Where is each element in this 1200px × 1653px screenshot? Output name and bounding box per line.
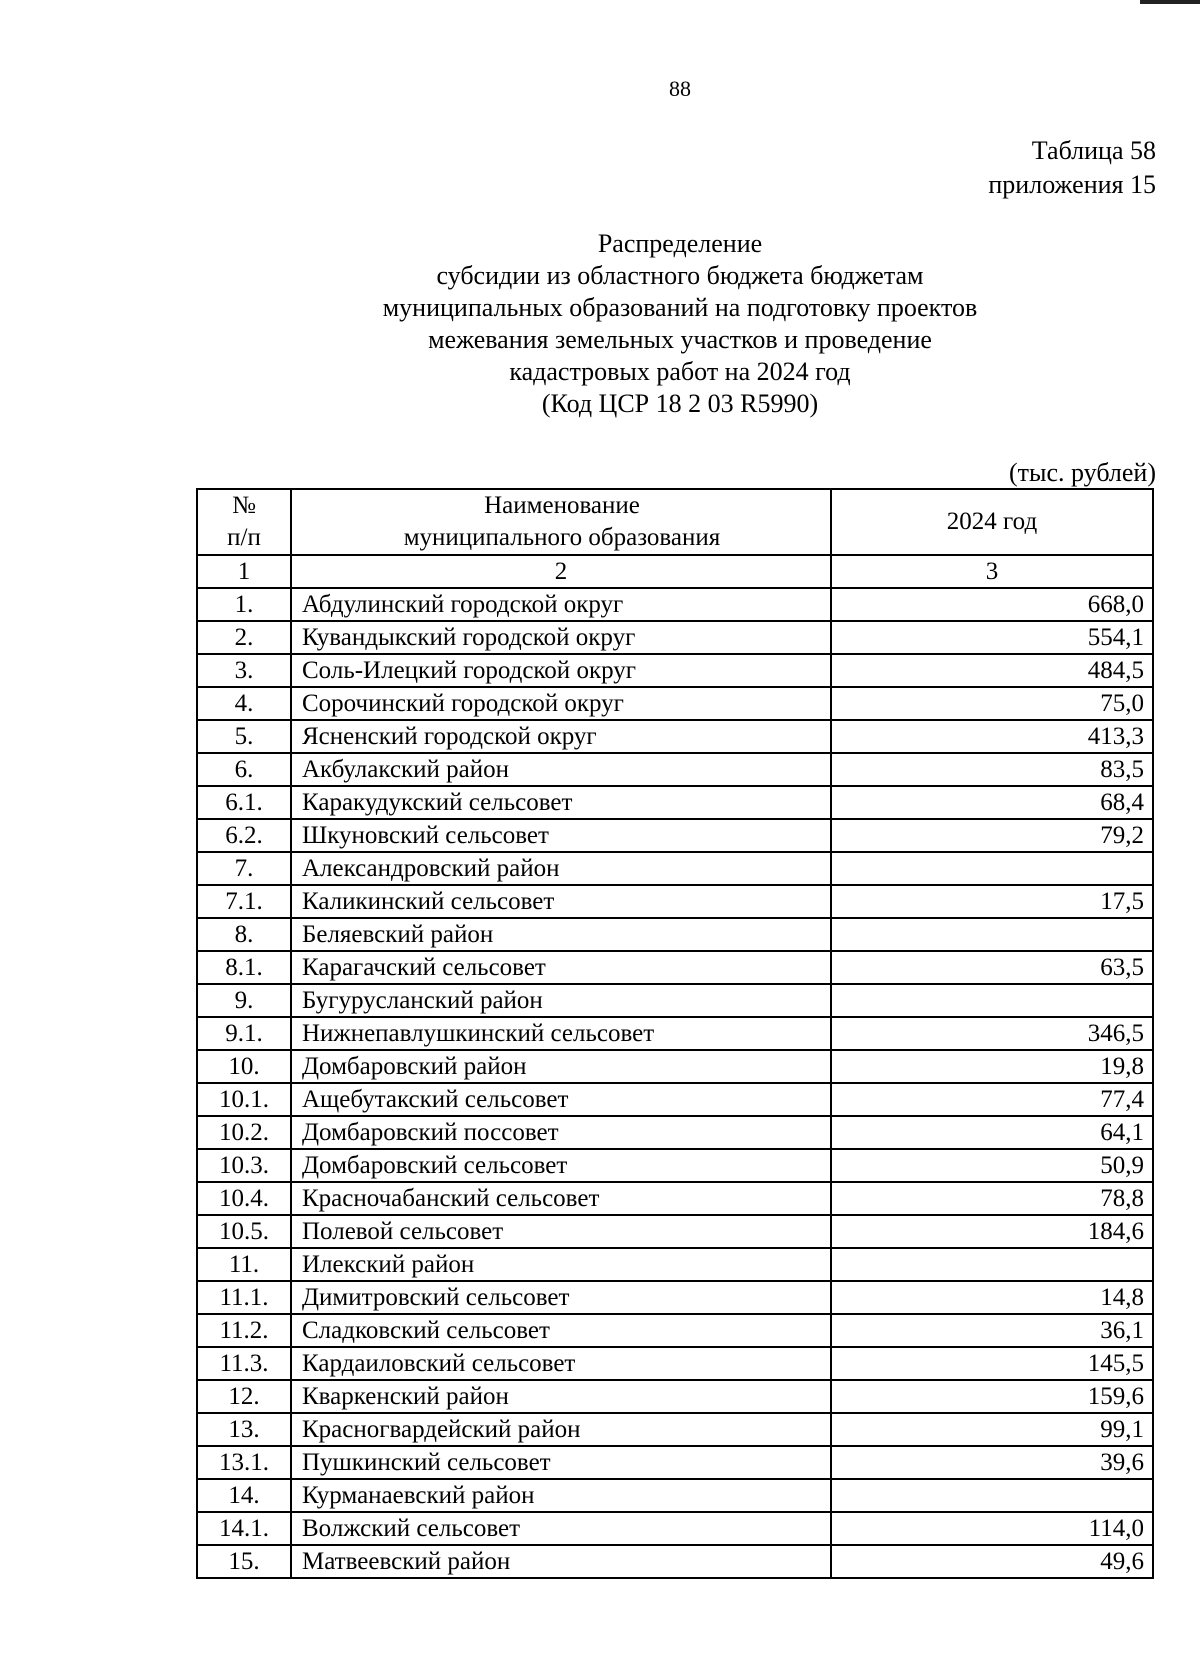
row-value	[831, 1479, 1153, 1512]
title-line: субсидии из областного бюджета бюджетам	[436, 261, 924, 290]
row-value: 50,9	[831, 1149, 1153, 1182]
row-value	[831, 1248, 1153, 1281]
row-number: 6.1.	[197, 786, 291, 819]
row-name: Кувандыкский городской округ	[291, 621, 831, 654]
row-number: 11.	[197, 1248, 291, 1281]
header-year: 2024 год	[831, 489, 1153, 555]
row-number: 3.	[197, 654, 291, 687]
row-name: Курманаевский район	[291, 1479, 831, 1512]
row-name: Ясненский городской округ	[291, 720, 831, 753]
row-name: Нижнепавлушкинский сельсовет	[291, 1017, 831, 1050]
table-row	[197, 621, 1153, 654]
row-number: 4.	[197, 687, 291, 720]
table-row	[197, 1479, 1153, 1512]
column-index: 1	[197, 555, 291, 588]
row-value: 77,4	[831, 1083, 1153, 1116]
row-number: 11.1.	[197, 1281, 291, 1314]
row-value: 68,4	[831, 786, 1153, 819]
row-number: 5.	[197, 720, 291, 753]
appendix-reference	[988, 134, 1156, 202]
title-line: (Код ЦСР 18 2 03 R5990)	[541, 389, 819, 418]
table-row	[197, 687, 1153, 720]
row-value: 14,8	[831, 1281, 1153, 1314]
row-value: 346,5	[831, 1017, 1153, 1050]
row-value: 114,0	[831, 1512, 1153, 1545]
row-value: 39,6	[831, 1446, 1153, 1479]
row-number: 10.2.	[197, 1116, 291, 1149]
row-value	[831, 918, 1153, 951]
row-name: Сорочинский городской округ	[291, 687, 831, 720]
row-name: Абдулинский городской округ	[291, 588, 831, 621]
row-name: Александровский район	[291, 852, 831, 885]
row-value	[831, 984, 1153, 1017]
table-row	[197, 1182, 1153, 1215]
row-value: 99,1	[831, 1413, 1153, 1446]
row-number: 6.2.	[197, 819, 291, 852]
scan-edge-mark	[1140, 0, 1200, 4]
row-value	[831, 852, 1153, 885]
row-value: 75,0	[831, 687, 1153, 720]
table-row	[197, 1017, 1153, 1050]
table-row	[197, 1215, 1153, 1248]
table-row	[197, 984, 1153, 1017]
table-row	[197, 786, 1153, 819]
row-name: Ащебутакский сельсовет	[291, 1083, 831, 1116]
table-row	[197, 885, 1153, 918]
row-number: 10.3.	[197, 1149, 291, 1182]
row-number: 1.	[197, 588, 291, 621]
row-value: 36,1	[831, 1314, 1153, 1347]
table-header-row	[197, 489, 1153, 555]
row-number: 15.	[197, 1545, 291, 1578]
row-value: 78,8	[831, 1182, 1153, 1215]
row-number: 10.1.	[197, 1083, 291, 1116]
row-value: 159,6	[831, 1380, 1153, 1413]
row-value: 63,5	[831, 951, 1153, 984]
row-number: 11.3.	[197, 1347, 291, 1380]
table-row	[197, 1413, 1153, 1446]
table-row	[197, 852, 1153, 885]
row-name: Каракудукский сельсовет	[291, 786, 831, 819]
table-row	[197, 753, 1153, 786]
row-name: Сладковский сельсовет	[291, 1314, 831, 1347]
table-row	[197, 1314, 1153, 1347]
table-row	[197, 1545, 1153, 1578]
row-name: Кардаиловский сельсовет	[291, 1347, 831, 1380]
row-name: Красногвардейский район	[291, 1413, 831, 1446]
row-number: 14.1.	[197, 1512, 291, 1545]
row-value: 413,3	[831, 720, 1153, 753]
row-number: 10.5.	[197, 1215, 291, 1248]
units-label: (тыс. рублей)	[1008, 458, 1156, 487]
table-row	[197, 1083, 1153, 1116]
row-number: 7.1.	[197, 885, 291, 918]
row-number: 9.1.	[197, 1017, 291, 1050]
row-value: 17,5	[831, 885, 1153, 918]
document-title	[200, 228, 1160, 420]
row-value: 184,6	[831, 1215, 1153, 1248]
row-value: 79,2	[831, 819, 1153, 852]
row-name: Акбулакский район	[291, 753, 831, 786]
row-value: 668,0	[831, 588, 1153, 621]
table-row	[197, 1050, 1153, 1083]
row-name: Илекский район	[291, 1248, 831, 1281]
title-line: межевания земельных участков и проведение	[428, 325, 932, 354]
row-value: 64,1	[831, 1116, 1153, 1149]
table-row	[197, 720, 1153, 753]
row-number: 13.	[197, 1413, 291, 1446]
table-row	[197, 1149, 1153, 1182]
row-name: Полевой сельсовет	[291, 1215, 831, 1248]
header-name-line1: Наименование	[484, 492, 640, 519]
title-line: кадастровых работ на 2024 год	[509, 357, 851, 386]
table-row	[197, 588, 1153, 621]
row-number: 8.	[197, 918, 291, 951]
row-value: 83,5	[831, 753, 1153, 786]
row-number: 12.	[197, 1380, 291, 1413]
row-name: Бугурусланский район	[291, 984, 831, 1017]
row-value: 145,5	[831, 1347, 1153, 1380]
row-value: 19,8	[831, 1050, 1153, 1083]
table-row	[197, 1446, 1153, 1479]
table-row	[197, 1116, 1153, 1149]
table-row	[197, 1512, 1153, 1545]
row-value: 554,1	[831, 621, 1153, 654]
row-name: Волжский сельсовет	[291, 1512, 831, 1545]
page-number: 88	[669, 76, 691, 101]
row-number: 2.	[197, 621, 291, 654]
column-index: 3	[831, 555, 1153, 588]
header-number	[197, 489, 291, 555]
row-name: Матвеевский район	[291, 1545, 831, 1578]
subsidy-table	[196, 488, 1154, 1579]
row-name: Красночабанский сельсовет	[291, 1182, 831, 1215]
row-name: Шкуновский сельсовет	[291, 819, 831, 852]
table-row	[197, 819, 1153, 852]
appendix-label: приложения 15	[988, 170, 1156, 199]
row-name: Димитровский сельсовет	[291, 1281, 831, 1314]
table-row	[197, 1281, 1153, 1314]
table-row	[197, 1380, 1153, 1413]
table-body	[197, 588, 1153, 1578]
table-label: Таблица 58	[1031, 136, 1156, 165]
row-name: Домбаровский сельсовет	[291, 1149, 831, 1182]
row-name: Домбаровский район	[291, 1050, 831, 1083]
row-value: 484,5	[831, 654, 1153, 687]
column-index: 2	[291, 555, 831, 588]
row-number: 10.	[197, 1050, 291, 1083]
header-number-line2: п/п	[227, 524, 261, 551]
row-number: 13.1.	[197, 1446, 291, 1479]
column-index-row	[197, 555, 1153, 588]
table-row	[197, 951, 1153, 984]
row-name: Кваркенский район	[291, 1380, 831, 1413]
row-number: 14.	[197, 1479, 291, 1512]
row-name: Беляевский район	[291, 918, 831, 951]
row-name: Каликинский сельсовет	[291, 885, 831, 918]
table-row	[197, 1248, 1153, 1281]
header-number-line1: №	[232, 492, 256, 519]
table-row	[197, 918, 1153, 951]
row-value: 49,6	[831, 1545, 1153, 1578]
row-number: 7.	[197, 852, 291, 885]
title-line: Распределение	[597, 229, 763, 258]
row-number: 10.4.	[197, 1182, 291, 1215]
title-line: муниципальных образований на подготовку проектов	[382, 293, 978, 322]
row-number: 11.2.	[197, 1314, 291, 1347]
row-number: 9.	[197, 984, 291, 1017]
row-name: Карагачский сельсовет	[291, 951, 831, 984]
row-number: 8.1.	[197, 951, 291, 984]
row-name: Пушкинский сельсовет	[291, 1446, 831, 1479]
table-row	[197, 1347, 1153, 1380]
table-row	[197, 654, 1153, 687]
row-name: Домбаровский поссовет	[291, 1116, 831, 1149]
row-name: Соль-Илецкий городской округ	[291, 654, 831, 687]
row-number: 6.	[197, 753, 291, 786]
header-name-line2: муниципального образования	[403, 524, 721, 551]
header-name	[291, 489, 831, 555]
